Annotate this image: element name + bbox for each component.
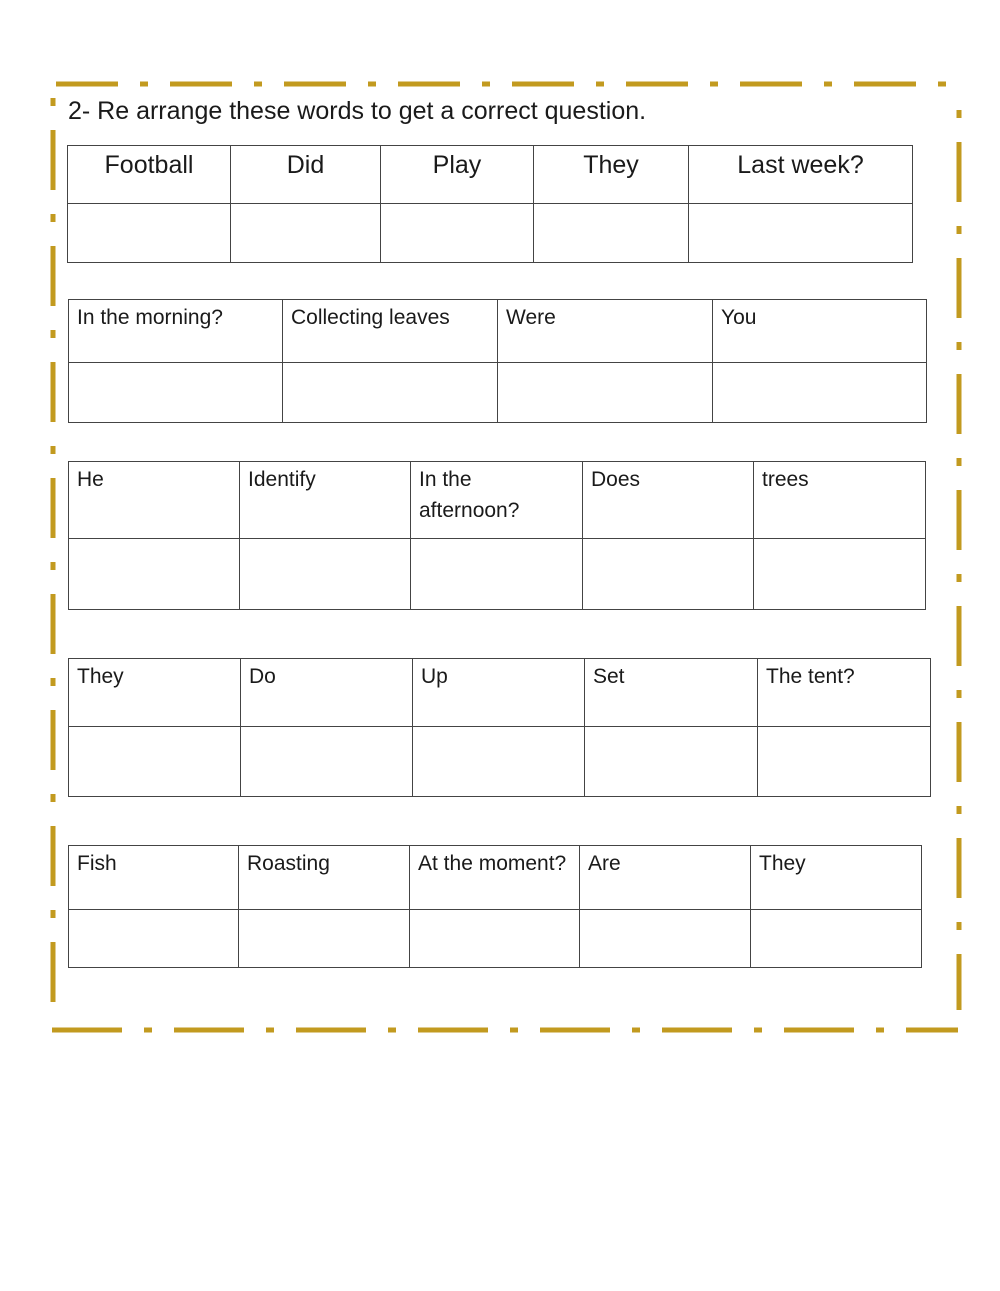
- word-cell: They: [534, 146, 689, 204]
- word-cell: Does: [583, 462, 754, 539]
- answer-cell[interactable]: [713, 363, 927, 423]
- answer-row: [69, 727, 931, 797]
- word-cell: You: [713, 300, 927, 363]
- word-table-5: [68, 845, 922, 968]
- word-cell: They: [751, 846, 922, 910]
- answer-cell[interactable]: [534, 204, 689, 263]
- answer-cell[interactable]: [498, 363, 713, 423]
- answer-cell[interactable]: [283, 363, 498, 423]
- answer-row: [69, 539, 926, 610]
- answer-cell[interactable]: [751, 910, 922, 968]
- word-table-1: [67, 145, 913, 263]
- word-cell: Up: [413, 659, 585, 727]
- word-cell: Roasting: [239, 846, 410, 910]
- answer-cell[interactable]: [69, 910, 239, 968]
- word-cell: trees: [754, 462, 926, 539]
- word-cell: In the afternoon?: [411, 462, 583, 539]
- word-cell: Were: [498, 300, 713, 363]
- word-table-3: [68, 461, 926, 610]
- word-cell: In the morning?: [69, 300, 283, 363]
- word-table-2: [68, 299, 927, 423]
- word-row: [68, 146, 913, 204]
- page-title: 2- Re arrange these words to get a correct question.: [68, 97, 647, 125]
- word-cell: He: [69, 462, 240, 539]
- word-cell: The tent?: [758, 659, 931, 727]
- word-cell: Last week?: [689, 146, 913, 204]
- answer-cell[interactable]: [580, 910, 751, 968]
- answer-cell[interactable]: [68, 204, 231, 263]
- answer-cell[interactable]: [689, 204, 913, 263]
- word-row: [69, 462, 926, 539]
- answer-cell[interactable]: [241, 727, 413, 797]
- answer-cell[interactable]: [411, 539, 583, 610]
- word-row: [69, 659, 931, 727]
- word-cell: Do: [241, 659, 413, 727]
- word-cell: Collecting leaves: [283, 300, 498, 363]
- answer-cell[interactable]: [69, 727, 241, 797]
- answer-cell[interactable]: [410, 910, 580, 968]
- word-row: [69, 300, 927, 363]
- answer-cell[interactable]: [69, 539, 240, 610]
- word-cell: Identify: [240, 462, 411, 539]
- word-row: [69, 846, 922, 910]
- answer-cell[interactable]: [69, 363, 283, 423]
- word-cell: They: [69, 659, 241, 727]
- answer-cell[interactable]: [583, 539, 754, 610]
- word-cell: Set: [585, 659, 758, 727]
- answer-cell[interactable]: [381, 204, 534, 263]
- answer-cell[interactable]: [231, 204, 381, 263]
- answer-cell[interactable]: [239, 910, 410, 968]
- word-cell: Are: [580, 846, 751, 910]
- answer-row: [68, 204, 913, 263]
- answer-cell[interactable]: [585, 727, 758, 797]
- answer-cell[interactable]: [413, 727, 585, 797]
- answer-cell[interactable]: [240, 539, 411, 610]
- answer-row: [69, 910, 922, 968]
- word-cell: Play: [381, 146, 534, 204]
- word-table-4: [68, 658, 931, 797]
- answer-row: [69, 363, 927, 423]
- answer-cell[interactable]: [754, 539, 926, 610]
- word-cell: At the moment?: [410, 846, 580, 910]
- word-cell: Fish: [69, 846, 239, 910]
- word-cell: Did: [231, 146, 381, 204]
- answer-cell[interactable]: [758, 727, 931, 797]
- word-cell: Football: [68, 146, 231, 204]
